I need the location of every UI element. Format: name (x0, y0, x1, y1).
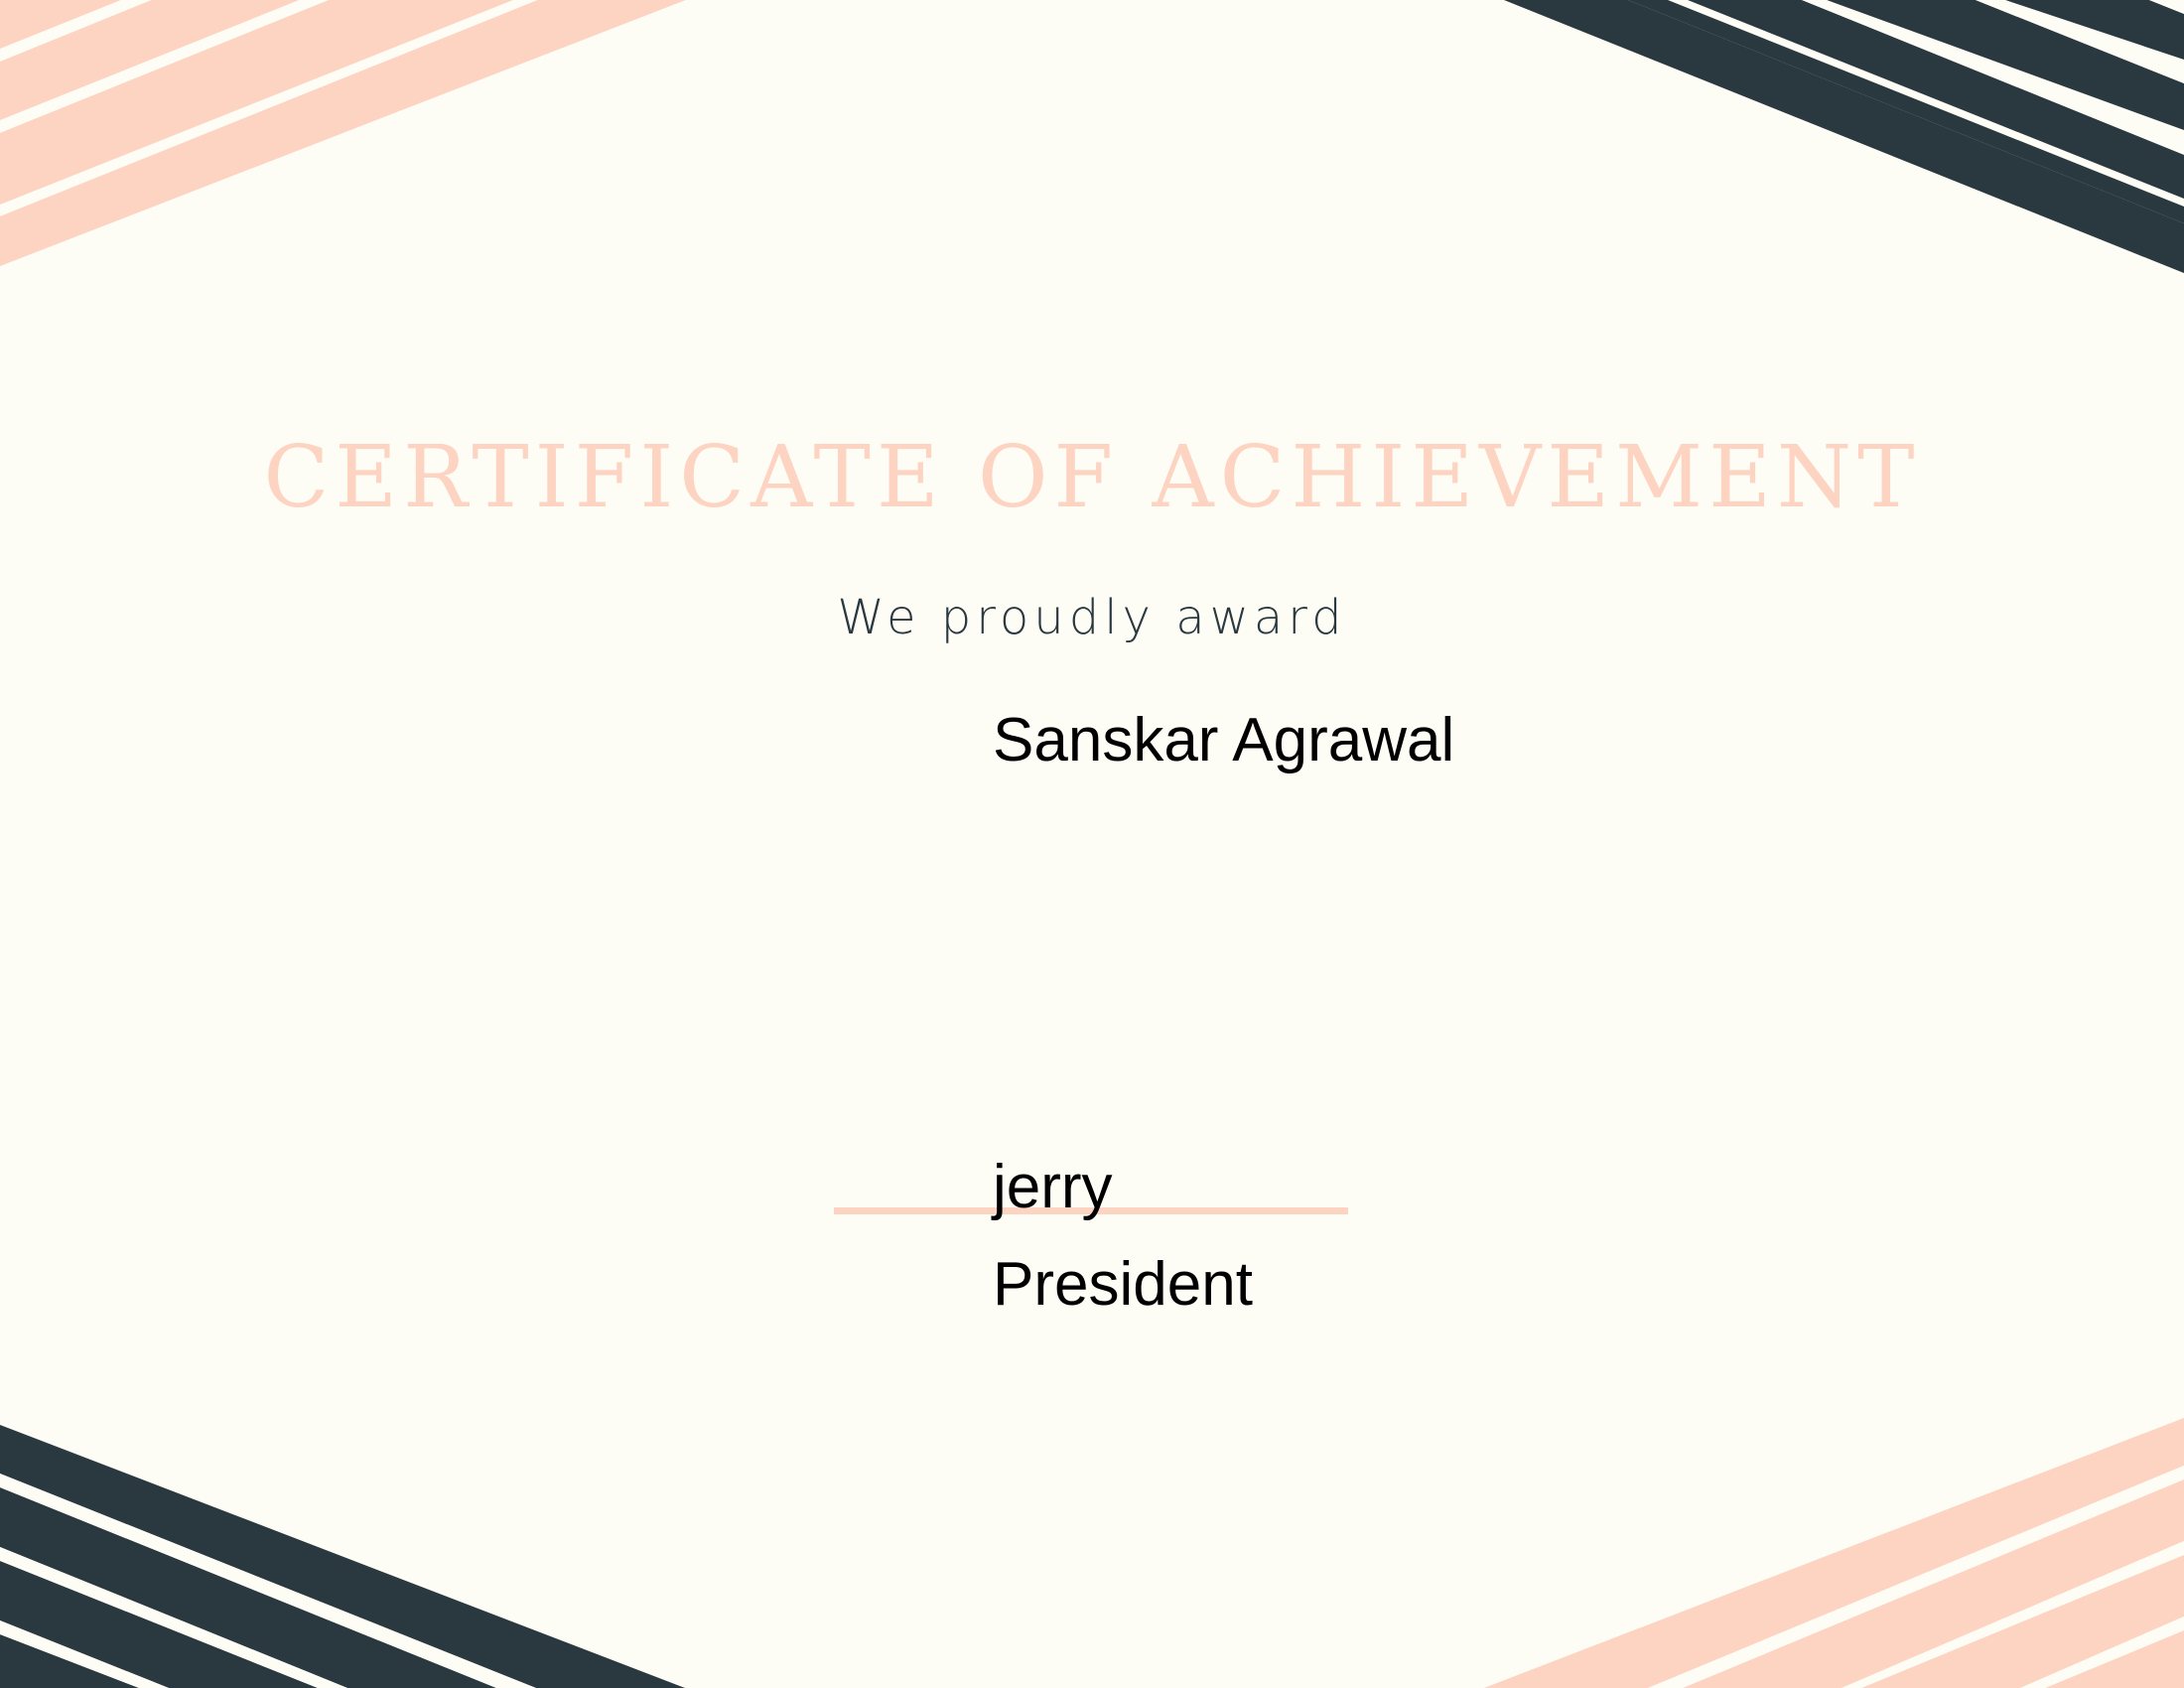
recipient-name: Sanskar Agrawal (993, 706, 1455, 774)
award-subtitle: We proudly award (837, 590, 1347, 645)
signer-name: jerry (993, 1153, 1113, 1221)
top-left-stripes (0, 0, 993, 266)
bottom-left-stripes (0, 1425, 685, 1688)
certificate-title: CERTIFICATE OF ACHIEVEMENT (263, 428, 1921, 527)
signer-title: President (993, 1250, 1253, 1319)
top-right-stripes (1504, 0, 2184, 273)
bottom-right-stripes (1484, 1418, 2184, 1688)
